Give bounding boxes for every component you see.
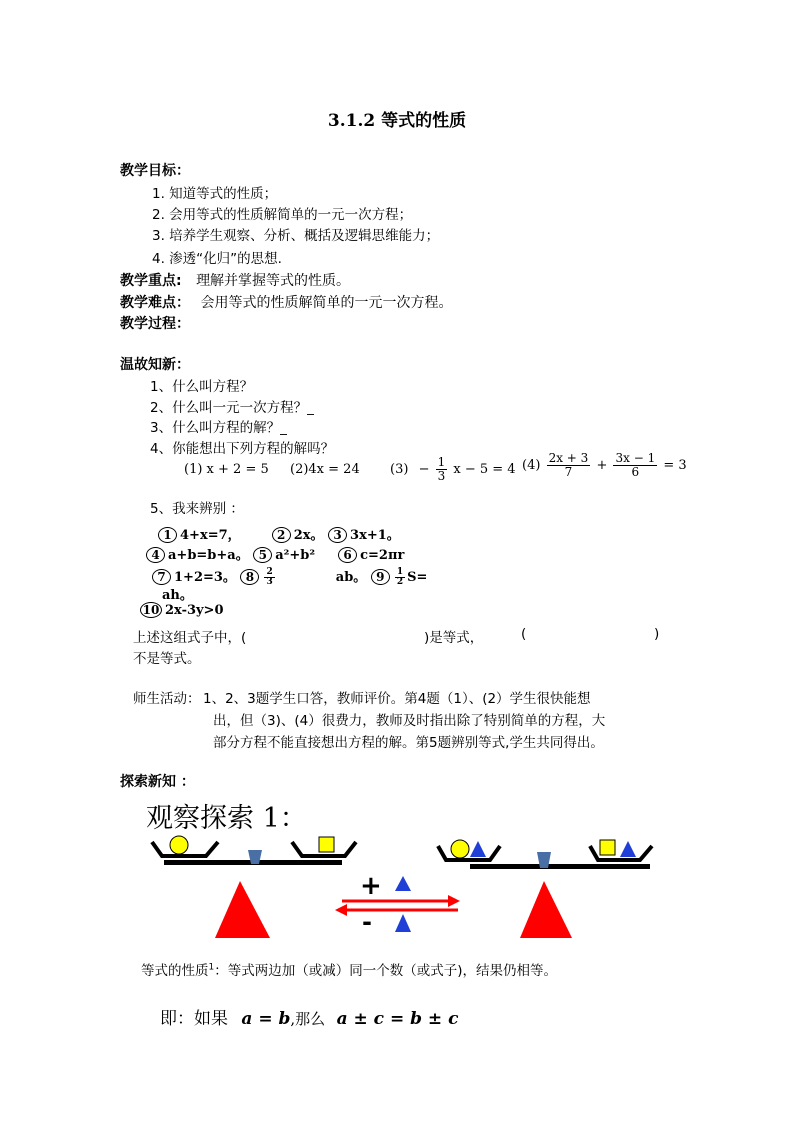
equation-1: (1) x + 2 = 5 [184, 462, 269, 477]
formula-equation-2: a ± c = b ± c [336, 1009, 459, 1029]
number-circle: 2 [272, 527, 291, 543]
equation-3-label: (3) [390, 462, 409, 477]
scale-base-triangle [215, 881, 270, 938]
review-q2: 2、什么叫一元一次方程？_ [150, 400, 314, 416]
expression-4: a+b=b+a。 [168, 548, 249, 563]
balance-scale-figure [140, 828, 680, 938]
key-point-label: 教学重点: [120, 273, 182, 289]
expression-8: ab。 [335, 570, 367, 585]
small-triangle-weight [620, 841, 636, 857]
number-circle: 8 [240, 569, 259, 585]
number-circle: 4 [146, 547, 165, 563]
square-weight [319, 837, 334, 852]
property-text: ：等式两边加（或减）同一个数（或式子)，结果仍相等。 [214, 963, 558, 979]
equation-4-label: (4) [522, 458, 541, 473]
fill-line-2: 不是等式。 [133, 651, 201, 667]
square-weight [600, 840, 615, 855]
expression-5: a²+b² [275, 548, 316, 563]
fill-close-paren: ) [654, 626, 660, 642]
right-balance-scale [438, 840, 652, 938]
fraction-numerator: 1 [396, 567, 404, 577]
number-circle: 6 [338, 547, 357, 563]
number-circle: 3 [328, 527, 347, 543]
review-q1: 1、什么叫方程？ [150, 379, 254, 395]
expression-row-2 [146, 544, 404, 563]
objective-item-1: 1. 知道等式的性质； [152, 186, 278, 202]
number-circle: 10 [140, 602, 162, 618]
fraction-denominator: 2 [396, 577, 404, 587]
fill-line-start: 上述这组式子中，( [133, 630, 247, 646]
formula-line [160, 1004, 458, 1029]
expression-row-4 [140, 602, 224, 618]
expression-2: 2x。 [293, 528, 324, 543]
left-balance-scale [152, 836, 356, 938]
expression-9: S= [407, 570, 428, 585]
scale-beam [470, 864, 650, 869]
key-point-text: 理解并掌握等式的性质。 [196, 273, 351, 289]
activity-line-2: 出，但（3)、(4）很费力，教师及时指出除了特别简单的方程，大 [213, 713, 606, 729]
review-heading: 温故知新： [120, 357, 190, 373]
equation-3-rest: x − 5 = 4 [453, 462, 516, 477]
minus-sign: - [362, 908, 372, 936]
circle-weight [451, 840, 469, 858]
equation-3-sign: − [418, 462, 430, 477]
expression-row-3 [152, 566, 427, 587]
plus-sign: + [360, 871, 382, 901]
difficulty-text: 会用等式的性质解简单的一元一次方程。 [200, 295, 453, 311]
small-triangle-top [395, 876, 411, 891]
formula-equation-1: a = b [241, 1009, 291, 1029]
arrow-right-head [448, 895, 460, 907]
fraction-numerator: 1 [437, 455, 446, 469]
fill-line-middle: )是等式， [424, 630, 484, 646]
equation-4-plus: + [596, 458, 608, 473]
expression-6: c=2πr [360, 548, 405, 563]
double-arrow [335, 895, 460, 916]
circle-weight [170, 836, 188, 854]
fraction-numerator: 2 [266, 567, 273, 577]
fraction-denominator: 6 [631, 465, 640, 479]
scale-base-triangle [520, 881, 572, 938]
expression-7: 1+2=3。 [174, 570, 236, 585]
small-triangle-weight [470, 841, 486, 857]
activity-line-3: 部分方程不能直接想出方程的解。第5题辨别等式,学生共同得出。 [213, 735, 604, 751]
fraction-denominator: 7 [564, 465, 573, 479]
expression-10: 2x-3y>0 [165, 603, 224, 618]
activity-line-1: 1、2、3题学生口答，教师评价。第4题（1）、(2）学生很快能想 [203, 691, 591, 707]
expression-9-continued: ah。 [162, 588, 193, 603]
objective-item-4: 4. 渗透“化归”的思想. [152, 251, 282, 267]
activity-label: 师生活动： [133, 691, 201, 707]
objective-item-2: 2. 会用等式的性质解简单的一元一次方程； [152, 207, 413, 223]
fraction-numerator: 3x − 1 [615, 451, 656, 465]
arrow-left-head [335, 904, 347, 916]
equation-4-fraction-1 [547, 452, 591, 479]
equation-4-rest: = 3 [663, 458, 687, 473]
process-label: 教学过程： [120, 316, 190, 332]
figure-title: 观察探索 1： [146, 803, 307, 834]
explore-heading: 探索新知 ： [120, 774, 195, 790]
difficulty [120, 292, 452, 312]
fill-open-paren: ( [521, 626, 527, 642]
difficulty-label: 教学难点： [120, 295, 190, 311]
formula-prefix: 即：如果 [160, 1009, 228, 1029]
equation-4 [522, 452, 687, 479]
equation-3 [390, 456, 516, 483]
equation-3-fraction [436, 456, 448, 483]
review-q3: 3、什么叫方程的解？_ [150, 420, 287, 436]
fraction-denominator: 3 [437, 469, 446, 483]
right-pan [590, 846, 652, 860]
property-number: 1 [208, 962, 215, 973]
property-statement [141, 959, 557, 979]
formula-middle: ,那么 [290, 1010, 326, 1028]
review-q5: 5、我来辨别 ： [150, 501, 244, 517]
expression-1: 4+x=7， [180, 528, 241, 543]
number-circle: 7 [152, 569, 171, 585]
key-point [120, 270, 350, 290]
objectives-heading: 教学目标： [120, 163, 190, 179]
review-q4: 4、你能想出下列方程的解吗？ [150, 441, 335, 457]
page-title: 3.1.2 等式的性质 [327, 111, 467, 131]
equation-4-fraction-2 [613, 452, 657, 479]
expression-9-fraction [395, 568, 405, 587]
fraction-numerator: 2x + 3 [548, 451, 589, 465]
number-circle: 9 [371, 569, 390, 585]
expression-row-1 [158, 524, 400, 543]
number-circle: 5 [253, 547, 272, 563]
objective-item-3: 3. 培养学生观察、分析、概括及逻辑思维能力； [152, 228, 440, 244]
equation-2: (2)4x = 24 [290, 462, 360, 477]
property-label: 等式的性质 [141, 963, 209, 979]
fraction-denominator: 3 [266, 577, 273, 587]
expression-8-fraction [264, 568, 274, 587]
small-triangle-bottom [395, 914, 411, 932]
expression-3: 3x+1。 [350, 528, 400, 543]
number-circle: 1 [158, 527, 177, 543]
